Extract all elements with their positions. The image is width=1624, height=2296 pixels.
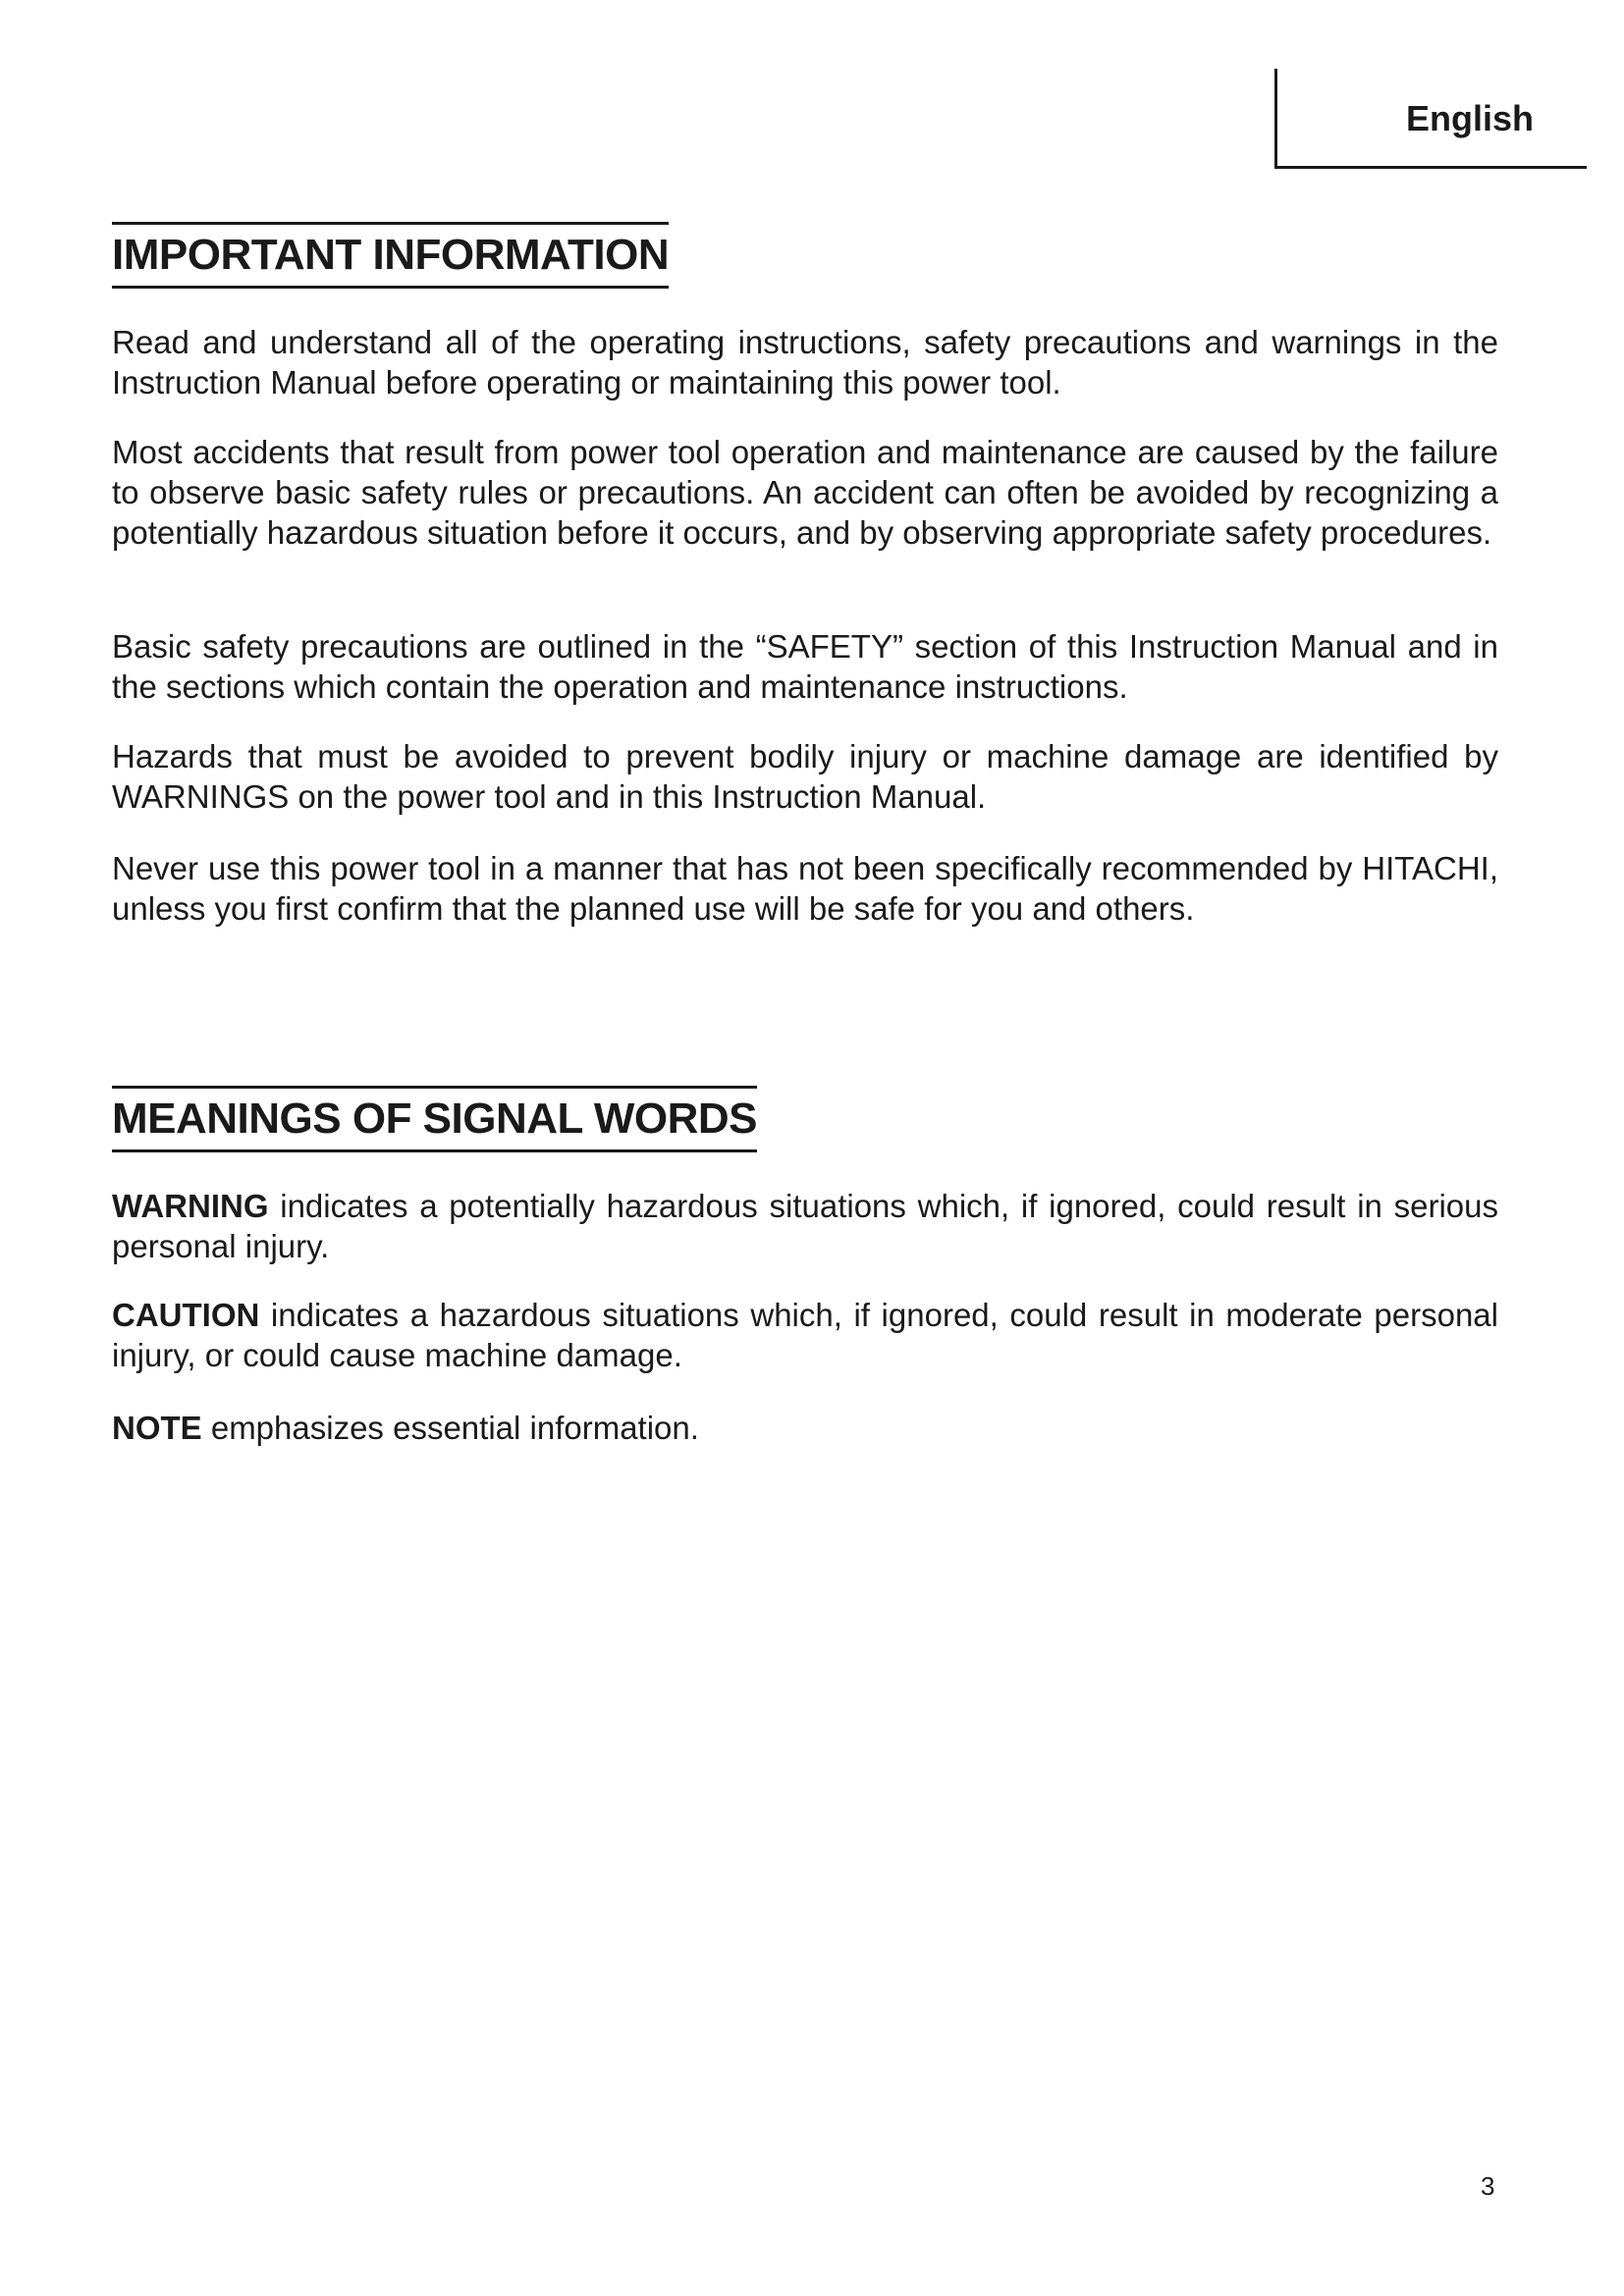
important-information-heading: IMPORTANT INFORMATION (112, 222, 669, 289)
warning-term: WARNING (112, 1188, 269, 1224)
note-term: NOTE (112, 1410, 202, 1446)
warning-description: indicates a potentially hazardous situations which, if ignored, could result in serious personal injury. (112, 1188, 1498, 1264)
signal-words-heading: MEANINGS OF SIGNAL WORDS (112, 1086, 757, 1152)
caution-term: CAUTION (112, 1297, 260, 1333)
page-number: 3 (1481, 2171, 1495, 2201)
info-paragraph-3: Basic safety precautions are outlined in the “SAFETY” section of this Instruction Manual and in the sections which contain the operation and maintenance instructions. (112, 628, 1498, 705)
caution-description: indicates a hazardous situations which, if ignored, could result in moderate personal injury, or could cause machine damage. (112, 1297, 1498, 1373)
signal-caution-item (112, 1295, 1498, 1375)
info-paragraph-4: Hazards that must be avoided to prevent bodily injury or machine damage are identified by WARNINGS on the power tool and in this Instruction Manual. (112, 738, 1498, 815)
signal-warning-item (112, 1186, 1498, 1266)
language-label: English (1405, 98, 1534, 138)
info-paragraph-1: Read and understand all of the operating instructions, safety precautions and warnings in the Instruction Manual before operating or maintaining this power tool. (112, 324, 1498, 400)
info-paragraph-2: Most accidents that result from power tool operation and maintenance are caused by the failure to observe basic safety rules or precautions. An accident can often be avoided by recognizing a potentially hazardous situation before it occurs, and by observing appropriate safety procedures. (112, 434, 1498, 551)
signal-note-item (112, 1408, 1498, 1448)
note-description: emphasizes essential information. (201, 1410, 699, 1446)
info-paragraph-5: Never use this power tool in a manner that has not been specifically recommended by HITACHI, unless you first confirm that the planned use will be safe for you and others. (112, 850, 1498, 927)
